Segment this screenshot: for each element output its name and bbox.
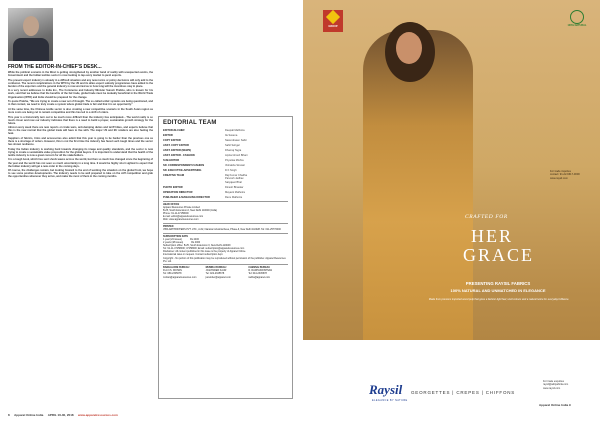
- team-role: CREATIVE TEAM: [163, 174, 184, 177]
- office-line: Web: www.apparelresources.com: [163, 218, 199, 222]
- subscription-details: [163, 244, 288, 263]
- right-publication-title: Apparel Online India: [539, 403, 569, 407]
- headline-grace: GRACE: [463, 245, 535, 265]
- team-role-row: [163, 134, 288, 137]
- bureau-line: jasvinder@apparel.com: [205, 275, 231, 279]
- editorial-paragraph: This year is a historically turn out to be much more difficult than the industry has anticipated... The world really is so much closer and now our industry indicates that there is a need to build a proper, sustainable growth strategy for the future.: [8, 115, 153, 125]
- team-role: EDITOR-IN-CHIEF: [163, 129, 185, 132]
- team-role: SR. CORRESPONDENT-FASHION: [163, 164, 205, 167]
- team-member-name: Priyanka Mishra: [225, 159, 244, 162]
- right-footer: [539, 403, 571, 407]
- ad-subline: Made from premium imported wood pulp that gives a fashion-light feel, vivid colours and a natural lustre for everyday brilliance.: [428, 298, 570, 301]
- subscription-term: 1 year (24 issues): [163, 237, 183, 241]
- subscription-line: International rates on request. Contact subscription dept.: [163, 253, 224, 257]
- raysil-tagline: ELEGANCE BY NATURE: [372, 399, 408, 402]
- website-link[interactable]: www.apparelresources.com: [78, 413, 118, 417]
- team-role: ASST. EDITOR (NEWS): [163, 149, 192, 152]
- crafted-for-text: CRAFTED FOR: [465, 214, 508, 220]
- team-role-row: [163, 139, 288, 142]
- ad-contact: [550, 170, 596, 180]
- bureau-line: mohan@apparelresources.com: [163, 275, 197, 279]
- team-member-name: Dinesh Bhaskar: [225, 185, 244, 189]
- bureau-name: CHENNAI BUREAU: [248, 266, 271, 270]
- team-member-name: Narendrasen Sabir: [225, 139, 247, 142]
- bureau-line: Tel: 080-2345678: [163, 272, 182, 276]
- left-footer: [8, 403, 153, 421]
- printed-text: VIBA ARTPRINTERS PVT. LTD., A-62, Naraina Industrial Area, Phase-II, New Delhi 110028. Tel: 011-25770000: [163, 228, 281, 232]
- team-role-row: [163, 186, 288, 189]
- editorial-paragraph: Almost every week there are new reports on trade wars, anti-dumping duties and tariff hikes, and experts believe that this is the new normal that the global trade will have to live with. The major US and EU retailers are also feeling the heat.: [8, 126, 153, 136]
- team-member-name: D K Singh: [225, 169, 237, 172]
- bureau-name: BANGALORE BUREAU: [163, 266, 190, 270]
- bureau-line: radha@apparel.com: [248, 275, 271, 279]
- head-office-address: [163, 206, 288, 221]
- subscription-price: Rs 2400: [190, 237, 199, 241]
- enquiry-email[interactable]: raysil@adityabirla.com: [543, 383, 569, 387]
- subscription-line: Disclaimer: All content published in this issue is the property of Apparel Online.: [163, 250, 247, 254]
- team-role-row: [163, 164, 288, 167]
- bureau-line: Tel: 044-2345678: [248, 272, 267, 276]
- editorial-team-panel: [158, 116, 293, 399]
- aditya-birla-logo: GROUP: [323, 10, 343, 32]
- subscription-line: Subscription office: B-25, South Extension II, New Delhi-110049: [163, 244, 231, 248]
- ad-tagline-1: PRESENTING RAYSIL FABRICS: [465, 281, 531, 286]
- team-member-name: Renu Malhotra: [225, 195, 243, 199]
- publication-title: Apparel Online India: [14, 413, 44, 417]
- bureau-name: MUMBAI BUREAU: [205, 266, 227, 270]
- team-member-name: Raj Kumar Chadha Parvesh Jadhav Satyajeet Bhal: [225, 174, 248, 184]
- team-role: SR. EXECUTIVE-ADVERTISING: [163, 169, 202, 172]
- editorial-paragraph: The present export industry is already in a difficult situation and any new norms or policy decisions will only add to the confusion. The recent complications in the WTO by the US and its allies export subsidy programmes have added to the burden of the exporters and the general industry is now worried as to how long will the incentives stay in place.: [8, 78, 153, 88]
- editorial-paragraph: It is a tough book, which has sent shock waves across the world, but then so much has changed since the beginning of the year and the world has not seen so much uncertainty in a long time. It would be highly short sighted to expect that the Indian industry will get a new order in the coming days.: [8, 158, 153, 168]
- team-role: OPERATION DIRECTOR: [163, 190, 193, 194]
- contact-title: For trade inquiries: [550, 170, 571, 173]
- subscription-term: 2 years (48 issues): [163, 241, 184, 245]
- issue-date: APRIL 16-30, 2018: [47, 413, 74, 417]
- printed-heading: PRINTED: [163, 225, 174, 229]
- team-role-row: [163, 154, 288, 157]
- editor-desk-body: [8, 71, 153, 396]
- bureau-block: [248, 266, 288, 278]
- bureau-line: R. RADHAKRISHNAN: [248, 269, 273, 273]
- model-face: [396, 32, 422, 64]
- fabric-types: GEORGETTES | CREPES | CHIFFONS: [411, 390, 516, 395]
- team-member-name: Dhanraj Tagra: [225, 149, 242, 152]
- team-role-row: [163, 144, 288, 147]
- leaf-icon: [570, 10, 584, 24]
- team-role-row: [163, 169, 288, 172]
- team-role-row: [163, 129, 288, 132]
- editorial-paragraph: In a very recent addresses to India Inc., The Commerce and Industry Minister Suresh Prabhu, who is known for his work, said that we believe that the benefits of the fair trade, global trade must be mutually beneficial in the World Trade Organisation (WTO) and India should be prepared for the change.: [8, 89, 153, 99]
- team-member-name: Ila Saxena: [225, 134, 238, 137]
- ad-tagline-2: 100% NATURAL AND UNMATCHED IN ELEGANCE: [450, 288, 546, 293]
- team-member-name: Deepali Malhotra: [225, 129, 245, 132]
- enquiry-website[interactable]: www.raysil.com: [543, 386, 561, 390]
- subscription-price: Rs 4000: [191, 241, 201, 245]
- team-role-row: [163, 191, 288, 194]
- right-page-number: 9: [569, 403, 571, 407]
- team-member-name: Mayank Malhotra: [225, 190, 245, 194]
- editorial-paragraph: While the political scenario in the West is getting strengthened by another band of reality with unexpected events, the Government and the Indian textiles sector is now looking to tap every market to push exports.: [8, 71, 153, 78]
- editorial-team-heading: EDITORIAL TEAM: [163, 120, 217, 126]
- team-role-row: [163, 149, 288, 152]
- bureau-line: JASVINDER KAUR: [205, 269, 227, 273]
- editor-desk-heading: FROM THE EDITOR-IN-CHIEF'S DESK...: [8, 64, 102, 70]
- bureau-line: Tel: 022-2345678: [205, 272, 225, 276]
- contact-phone: contact: 91-22-6617-0000: [550, 173, 580, 177]
- team-member-name: Sahil Sehgal: [225, 144, 240, 147]
- head-office-heading: HEAD OFFICE: [163, 202, 180, 206]
- contact-website[interactable]: www.raysil.com: [550, 176, 568, 180]
- team-role: EDITOR: [163, 134, 173, 137]
- raysil-logo: Raysil: [369, 382, 403, 397]
- headline-her: HER: [471, 226, 513, 246]
- bureau-block: [206, 266, 246, 278]
- team-roles-list: [163, 129, 288, 199]
- editor-photo: [8, 8, 53, 61]
- office-line: B-25, South Extension-II, New Delhi 110049 (India): [163, 209, 218, 213]
- editorial-paragraph: Suppliers of fabrics, trims and accessories also admit that this year is going to be harder than the previous one as there is a shortage of orders. However, this is not the first time the industry has faced such tough times and the sector has shown resilience.: [8, 137, 153, 147]
- raysil-advertisement: [303, 0, 600, 414]
- office-line: Apparel Resources Private Limited: [163, 206, 200, 209]
- team-role: ASST. EDITOR - FASHION: [163, 154, 195, 157]
- bureau-block: [163, 266, 203, 278]
- team-member-name: Arpita Ghosh Bihari: [225, 154, 248, 157]
- team-role-row: [163, 159, 288, 162]
- team-role-row: [163, 196, 288, 199]
- bureau-line: R.A.N.S. MOHAN: [163, 269, 182, 273]
- natural-badge: 100% NATURAL: [567, 10, 587, 27]
- subscription-line: Copyright - No portion of this publication may be reproduced without permission of the publisher. Apparel Resources Pvt. Ltd.: [163, 256, 286, 263]
- team-role: SUB-EDITOR: [163, 159, 180, 162]
- page-number: 8: [8, 413, 10, 417]
- editorial-paragraph: To quote Prabhu, "We are trying to create a new set of thought. The so-called unfair systems are being questioned, and in that context, we need to truly create a system where global trade is fair and that it is an opportunity.": [8, 100, 153, 107]
- team-role-row: [163, 174, 288, 184]
- enquiry-title: For trade enquiries: [543, 380, 564, 383]
- subscription-line: Tel: 91-11-47158000; 47158000; Email: subscription@apparelresources.com: [163, 247, 245, 251]
- office-line: Phone: 91-11-47158000: [163, 212, 189, 216]
- team-role: PUBLISHER & MANAGING DIRECTOR: [163, 195, 210, 199]
- ad-bottom-band: [303, 340, 600, 414]
- editorial-paragraph: At the same time, the Chinese textile sector is also creating a new competitive scenario in the South Asian region as more costs are being cut to remain competitive and this has led to a shift of orders.: [8, 107, 153, 114]
- team-role: ASST. COPY EDITOR: [163, 144, 189, 147]
- editorial-paragraph: Today the Indian industry is working hard towards changing its image and quality standards, and the sector is now trying to create a sustainable value proposition for the global buyers. It is important to understand that the health of the textile industry is now a great concern for all the stakeholders.: [8, 147, 153, 157]
- trade-enquiry: [543, 380, 568, 390]
- team-role: PHOTO EDITOR: [163, 185, 183, 189]
- team-member-name: Vishakha Sinwari: [225, 164, 245, 167]
- editorial-paragraph: Of course, the challenges remain, but looking forward to the end of working the situation on the global front, we hope to see some positive developments. The industry needs to be well prepared to take on the stiff competition and grab the opportunities whenever they arrive, and make the most of them in the coming months.: [8, 169, 153, 179]
- team-role: COPY EDITOR: [163, 139, 181, 142]
- subscription-heading: SUBSCRIPTION RATE: [163, 234, 189, 238]
- bureaus-row: [163, 266, 288, 278]
- office-line: E-mail: editor@apparelresources.com: [163, 215, 204, 219]
